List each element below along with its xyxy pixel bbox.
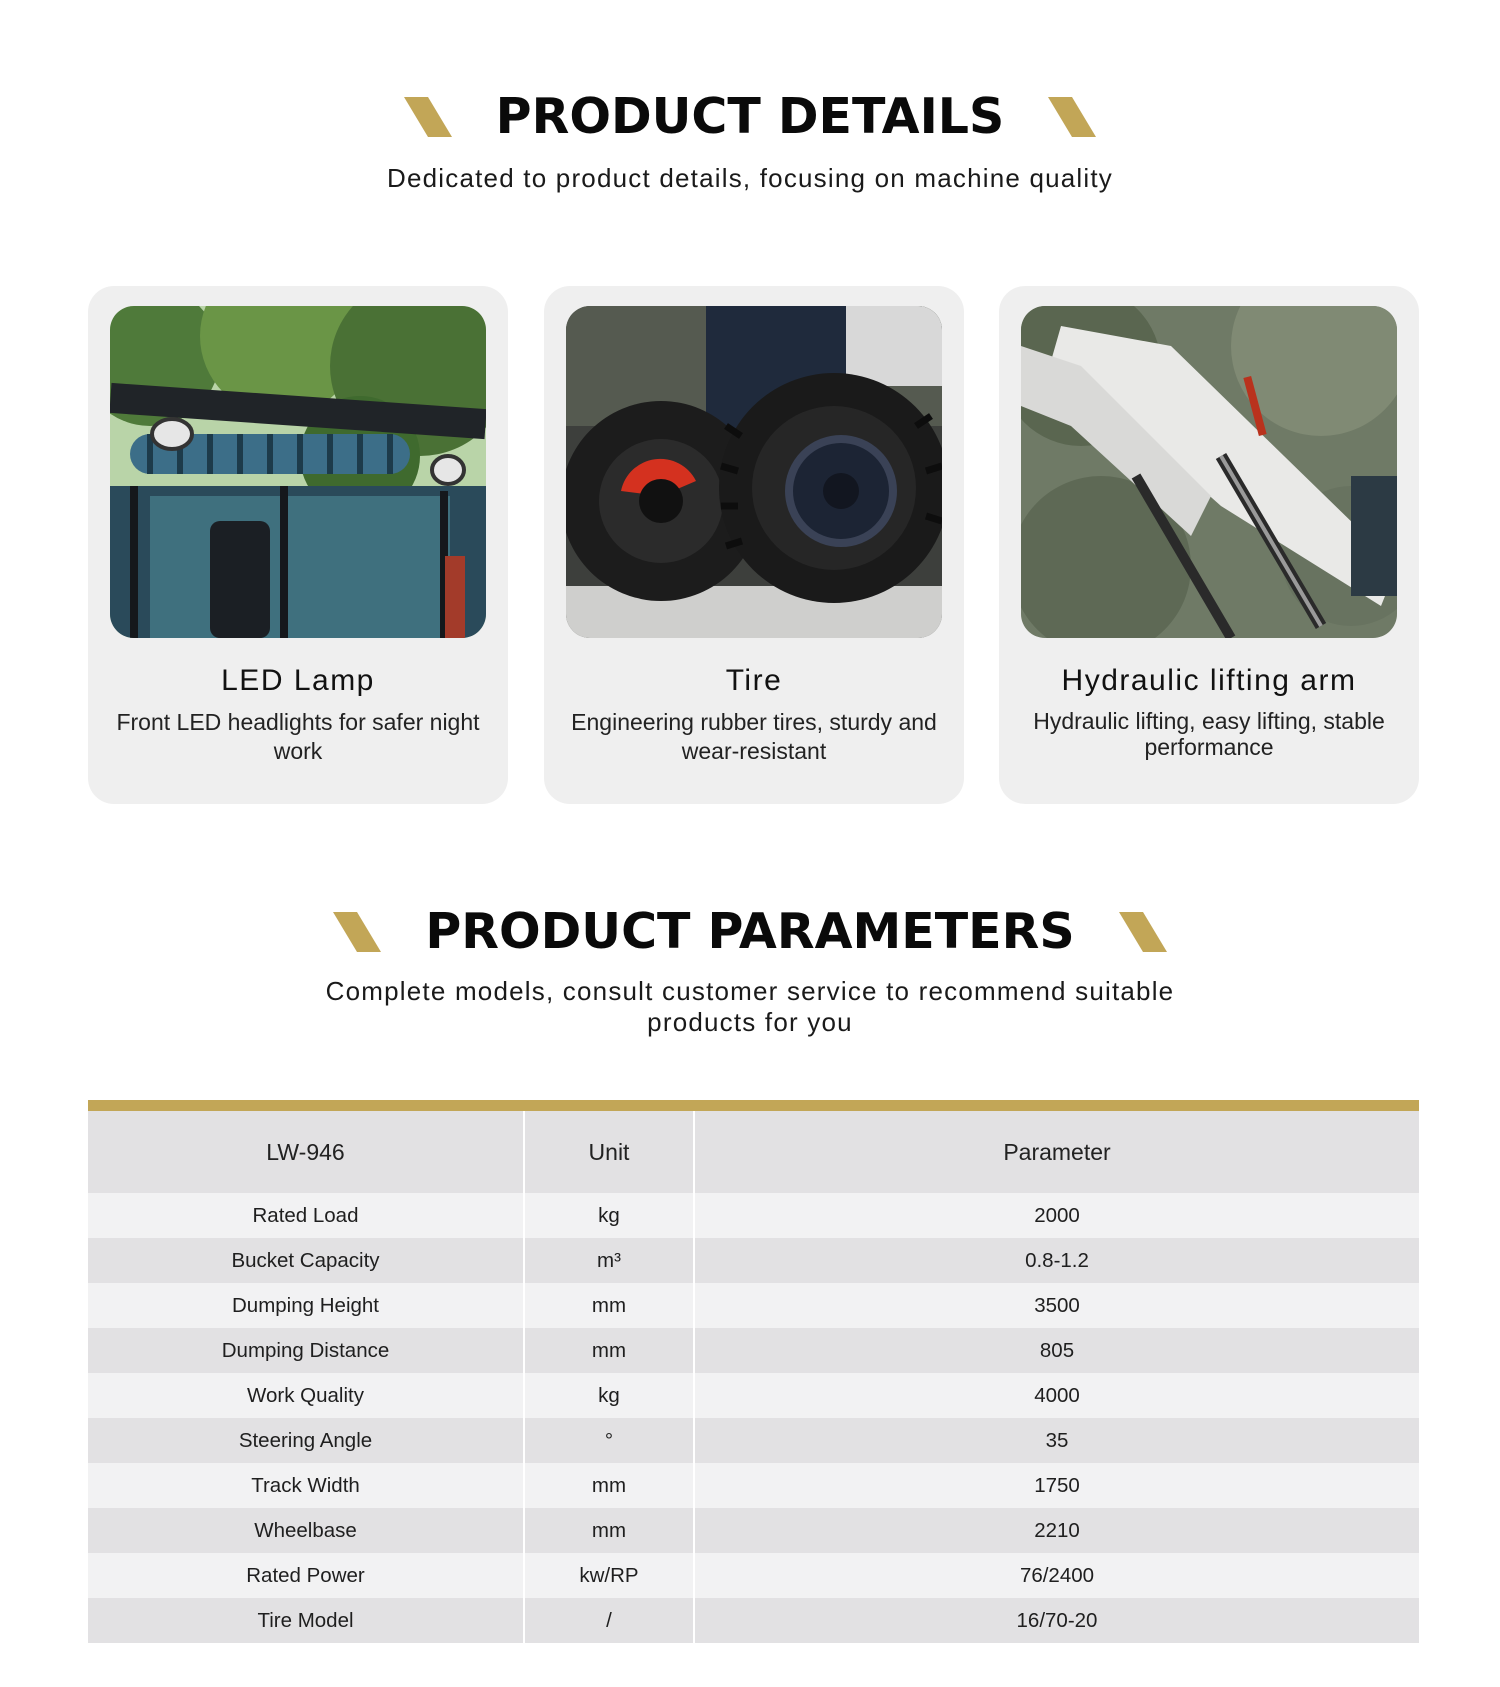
row-unit: kg — [524, 1193, 694, 1238]
parameters-title: PRODUCT PARAMETERS — [425, 903, 1075, 960]
row-value: 3500 — [694, 1283, 1419, 1328]
parameters-subtitle-line: products for you — [647, 1007, 853, 1037]
row-name: Work Quality — [88, 1373, 524, 1418]
detail-card-hydraulic-arm — [999, 286, 1419, 804]
row-unit: kw/RP — [524, 1553, 694, 1598]
card-description: Engineering rubber tires, sturdy and wear-resistant — [571, 709, 937, 764]
row-name: Dumping Height — [88, 1283, 524, 1328]
parameters-header — [0, 903, 1500, 1038]
details-subtitle: Dedicated to product details, focusing on machine quality — [386, 163, 1114, 193]
detail-card-tire — [544, 286, 964, 804]
table-header-row — [88, 1106, 1419, 1194]
header-model: LW-946 — [88, 1106, 524, 1194]
row-value: 2000 — [694, 1193, 1419, 1238]
row-value: 0.8-1.2 — [694, 1238, 1419, 1283]
table-row — [88, 1598, 1419, 1643]
details-header — [0, 88, 1500, 194]
row-value: 16/70-20 — [694, 1598, 1419, 1643]
led-lamp-image — [110, 306, 486, 638]
header-unit: Unit — [524, 1106, 694, 1194]
row-name: Bucket Capacity — [88, 1238, 524, 1283]
table-row — [88, 1238, 1419, 1283]
table-row — [88, 1553, 1419, 1598]
row-name: Rated Power — [88, 1553, 524, 1598]
row-name: Steering Angle — [88, 1418, 524, 1463]
tire-image — [566, 306, 942, 638]
gold-slash-left-icon — [333, 912, 381, 952]
table-row — [88, 1328, 1419, 1373]
row-name: Rated Load — [88, 1193, 524, 1238]
row-value: 35 — [694, 1418, 1419, 1463]
table-row — [88, 1463, 1419, 1508]
row-unit: mm — [524, 1508, 694, 1553]
row-name: Wheelbase — [88, 1508, 524, 1553]
gold-slash-right-icon — [1119, 912, 1167, 952]
card-title: Hydraulic lifting arm — [1061, 664, 1357, 697]
table-row — [88, 1283, 1419, 1328]
row-unit: mm — [524, 1283, 694, 1328]
row-value: 1750 — [694, 1463, 1419, 1508]
row-unit: kg — [524, 1373, 694, 1418]
card-description: Hydraulic lifting, easy lifting, stable performance — [1033, 708, 1385, 760]
row-value: 2210 — [694, 1508, 1419, 1553]
gold-slash-right-icon — [1048, 97, 1096, 137]
parameters-subtitle-line: Complete models, consult customer service to recommend suitable — [325, 976, 1175, 1006]
card-description: Front LED headlights for safer night work — [116, 709, 480, 764]
row-name: Dumping Distance — [88, 1328, 524, 1373]
hydraulic-arm-image — [1021, 306, 1397, 638]
table-row — [88, 1193, 1419, 1238]
parameters-table — [88, 1100, 1419, 1643]
row-unit: m³ — [524, 1238, 694, 1283]
table-row — [88, 1508, 1419, 1553]
card-title: LED Lamp — [221, 664, 375, 697]
row-unit: / — [524, 1598, 694, 1643]
row-unit: mm — [524, 1328, 694, 1373]
row-name: Track Width — [88, 1463, 524, 1508]
row-name: Tire Model — [88, 1598, 524, 1643]
row-unit: ° — [524, 1418, 694, 1463]
gold-slash-left-icon — [404, 97, 452, 137]
table-row — [88, 1373, 1419, 1418]
row-value: 805 — [694, 1328, 1419, 1373]
details-title: PRODUCT DETAILS — [495, 88, 1005, 145]
row-unit: mm — [524, 1463, 694, 1508]
row-value: 4000 — [694, 1373, 1419, 1418]
table-row — [88, 1418, 1419, 1463]
parameters-subtitle — [0, 976, 1500, 1038]
row-value: 76/2400 — [694, 1553, 1419, 1598]
header-parameter: Parameter — [694, 1106, 1419, 1194]
detail-card-led-lamp — [88, 286, 508, 804]
card-title: Tire — [725, 664, 783, 697]
